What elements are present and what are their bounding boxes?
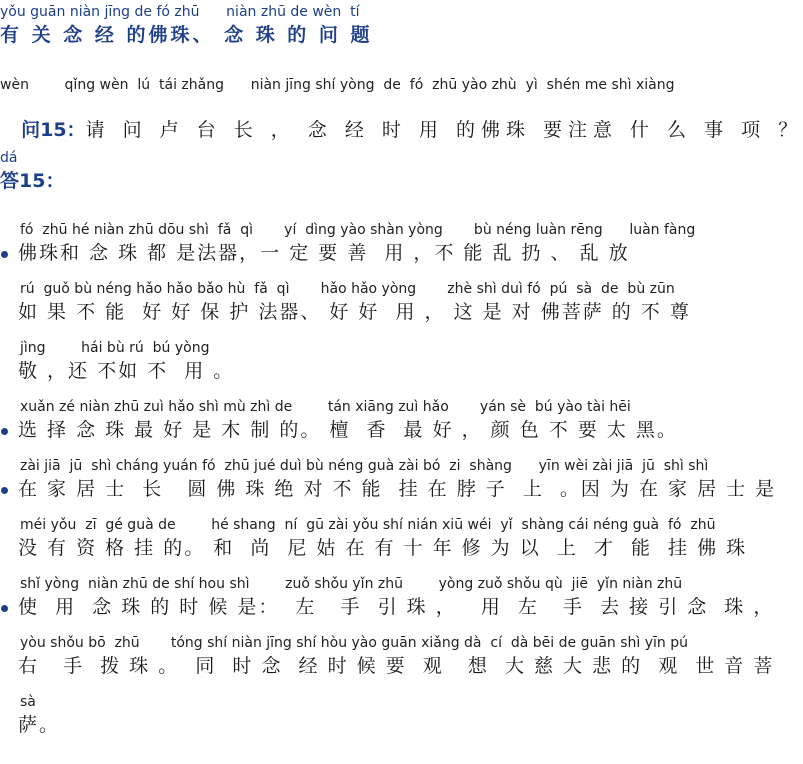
paragraph-1-line-2-text: 如 果 不 能 好 好 保 护 法器、 好 好 用 ， 这 是 对 佛菩萨 的 不 尊	[18, 301, 691, 323]
paragraph-4-line-1-pinyin: shǐ yòng niàn zhū de shí hou shì zuǒ shǒu yǐn zhū yòng zuǒ shǒu qù jiē yǐn niàn zhū	[20, 576, 683, 592]
page-title: 有 关 念 经 的佛珠、 念 珠 的 问 题	[0, 24, 373, 46]
paragraph-1-line-2-pinyin: rú guǒ bù néng hǎo hǎo bǎo hù fǎ qì hǎo hǎo yòng zhè shì duì fó pú sà de bù zūn	[20, 281, 675, 297]
paragraph-2-line-1-text: 选 择 念 珠 最 好 是 木 制 的。 檀 香 最 好 ， 颜 色 不 要 太 黑。	[18, 419, 678, 441]
paragraph-4-line-2-pinyin: yòu shǒu bō zhū tóng shí niàn jīng shí hòu yào guān xiǎng dà cí dà bēi de guān shì yīn pú	[20, 635, 689, 651]
title-pinyin: yǒu guān niàn jīng de fó zhū niàn zhū de wèn tí	[0, 4, 360, 20]
paragraph-3-line-2-pinyin: méi yǒu zī gé guà de hé shang ní gū zài yǒu shí nián xiū wéi yǐ shàng cái néng guà fó zhū	[20, 517, 716, 533]
bullet-icon	[1, 487, 8, 494]
bullet-icon	[1, 251, 8, 258]
answer-label: 答15：	[0, 170, 65, 192]
bullet-icon	[1, 605, 8, 612]
bullet-icon	[1, 428, 8, 435]
paragraph-1-line-1-text: 佛珠和 念 珠 都 是法器，一 定 要 善 用 ，不 能 乱 扔 、 乱 放	[18, 242, 630, 264]
paragraph-2-line-1-pinyin: xuǎn zé niàn zhū zuì hǎo shì mù zhì de tán xiāng zuì hǎo yán sè bú yào tài hēi	[20, 399, 631, 415]
paragraph-3-line-1-pinyin: zài jiā jū shì cháng yuán fó zhū jué duì bù néng guà zài bó zi shàng yīn wèi zài jiā jū shì shì	[20, 458, 709, 474]
paragraph-3-line-1-text: 在 家 居 士 长 圆 佛 珠 绝 对 不 能 挂 在 脖 子 上 。因 为 在 家 居 士 是	[18, 478, 777, 500]
question-row	[5, 97, 803, 141]
paragraph-1-line-3-text: 敬 ，还 不如 不 用 。	[18, 360, 235, 382]
question-label: 问15：	[21, 119, 86, 141]
question-text: 请 问 卢 台 长 ， 念 经 时 用 的佛珠 要注意 什 么 事 项 ？	[85, 119, 803, 141]
paragraph-1-line-1-pinyin: fó zhū hé niàn zhū dōu shì fǎ qì yí dìng yào shàn yòng bù néng luàn rēng luàn fàng	[20, 222, 696, 238]
paragraph-4-line-3-text: 萨。	[18, 714, 61, 736]
paragraph-1-line-3-pinyin: jìng hái bù rú bú yòng	[20, 340, 210, 356]
paragraph-4-line-3-pinyin: sà	[20, 694, 36, 710]
paragraph-4-line-1-text: 使 用 念 珠 的 时 候 是： 左 手 引 珠 ， 用 左 手 去 接 引 念 珠 ，	[18, 596, 775, 618]
question-pinyin: wèn qǐng wèn lú tái zhǎng niàn jīng shí yòng de fó zhū yào zhù yì shén me shì xiàng	[0, 77, 675, 93]
paragraph-3-line-2-text: 没 有 资 格 挂 的。 和 尚 尼 姑 在 有 十 年 修 为 以 上 才 能 挂 佛 珠	[18, 537, 748, 559]
answer-pinyin: dá	[0, 150, 18, 166]
paragraph-4-line-2-text: 右 手 拨 珠 。 同 时 念 经 时 候 要 观 想 大 慈 大 悲 的 观 世 音 菩	[18, 655, 775, 677]
